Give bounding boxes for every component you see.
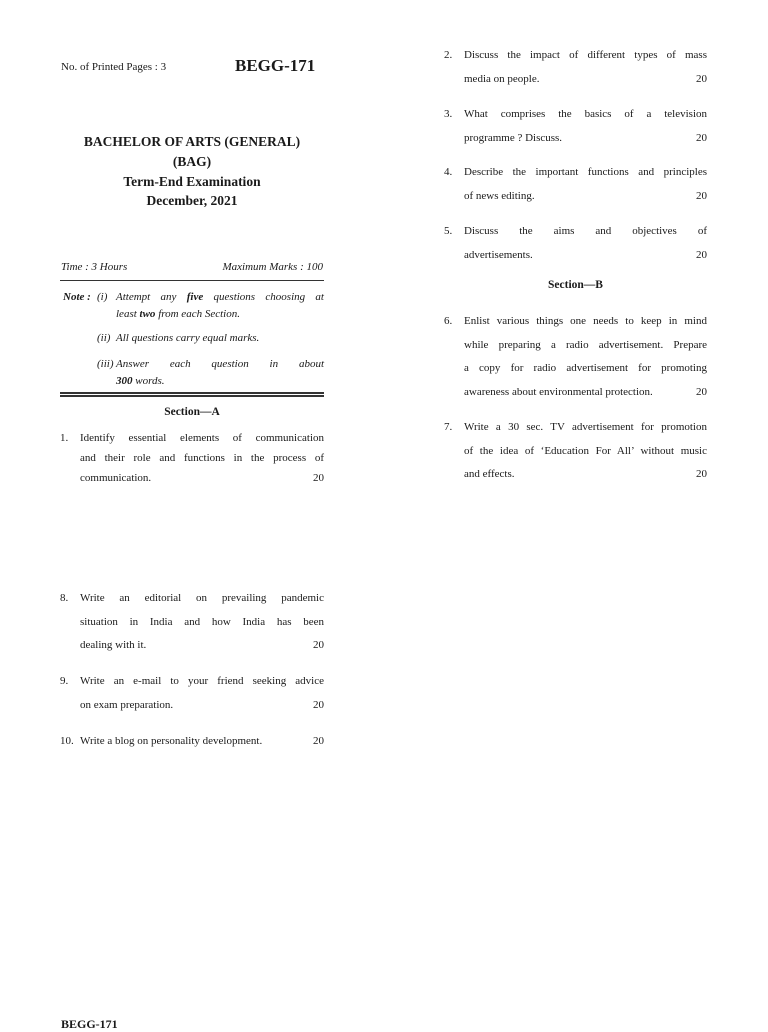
exam-date: December, 2021 xyxy=(146,193,238,208)
question-number: 1. xyxy=(60,432,69,444)
question-text-line: dealing with it. xyxy=(80,639,147,651)
question-text-line: awareness about environmental protection. xyxy=(464,385,653,398)
question-marks: 20 xyxy=(696,248,707,261)
question-text-line: programme ? Discuss. xyxy=(464,131,563,144)
exam-name: Term-End Examination xyxy=(123,174,261,189)
question-text-line: of news editing. xyxy=(464,189,535,202)
note-label: Note : xyxy=(63,291,91,303)
note-i-num: (i) xyxy=(97,291,108,303)
question-number: 4. xyxy=(444,166,453,178)
question-marks: 20 xyxy=(696,189,707,202)
note-iii-line1: Answer each question in about xyxy=(116,358,324,370)
question-text-line: while preparing a radio advertisement. Prepare xyxy=(464,338,707,351)
note-ii-num: (ii) xyxy=(97,332,111,344)
double-rule-top xyxy=(60,392,324,394)
question-text-line: media on people. xyxy=(464,72,540,85)
question-number: 6. xyxy=(444,315,453,327)
question-text-line: and effects. xyxy=(464,468,515,480)
question-text-line: communication. xyxy=(80,472,152,484)
question-text-line: and their role and functions in the process of xyxy=(80,452,324,464)
instructions-note xyxy=(61,289,324,323)
double-rule-bottom xyxy=(60,395,324,397)
question-marks: 20 xyxy=(313,472,324,484)
question-number: 2. xyxy=(444,49,453,61)
question-text-line: Discuss the impact of different types of mass xyxy=(464,49,707,61)
programme-abbrev: (BAG) xyxy=(172,154,212,169)
question-text-line: a copy for radio advertisement for promoting xyxy=(464,362,707,374)
note-i-line1: Attempt any five questions choosing at xyxy=(116,291,324,303)
question-marks: 20 xyxy=(696,131,707,144)
note-iii-line2: 300 words. xyxy=(116,375,165,387)
question-text-line: Identify essential elements of communication xyxy=(80,432,324,444)
question-text-line: advertisements. xyxy=(464,248,533,261)
question-text-line: Enlist various things one needs to keep in mind xyxy=(464,315,707,327)
question-text-line: situation in India and how India has been xyxy=(80,615,324,628)
printed-pages-count: No. of Printed Pages : 3 xyxy=(61,61,167,73)
question-marks: 20 xyxy=(313,639,324,651)
note-i-line2: least two from each Section. xyxy=(116,308,240,320)
question-1 xyxy=(60,428,324,490)
exam-max-marks: Maximum Marks : 100 xyxy=(222,261,323,273)
question-text-line: Write a 30 sec. TV advertisement for promotion xyxy=(464,421,707,433)
question-marks: 20 xyxy=(696,385,707,398)
question-number: 3. xyxy=(444,108,453,120)
question-marks: 20 xyxy=(313,698,324,711)
question-text-line: of the idea of ‘Education For All’ without music xyxy=(464,444,707,457)
question-text-line: Discuss the aims and objectives of xyxy=(464,225,707,237)
note-iii-num: (iii) xyxy=(97,358,114,370)
question-text-line: What comprises the basics of a television xyxy=(464,108,707,120)
divider-line xyxy=(60,280,324,281)
footer-course-code: BEGG-171 xyxy=(61,1017,118,1031)
question-text-line: Write a blog on personality development. xyxy=(80,735,263,747)
question-number: 9. xyxy=(60,675,69,687)
question-marks: 20 xyxy=(696,72,707,85)
section-b-heading: Section—B xyxy=(548,279,603,291)
question-text-line: on exam preparation. xyxy=(80,698,174,711)
course-code: BEGG-171 xyxy=(235,56,316,75)
question-text-line: Write an editorial on prevailing pandemic xyxy=(80,592,324,604)
question-marks: 20 xyxy=(696,468,707,480)
section-a-heading: Section—A xyxy=(164,406,220,418)
question-number: 7. xyxy=(444,421,453,433)
programme-title: BACHELOR OF ARTS (GENERAL) xyxy=(83,134,301,149)
question-number: 8. xyxy=(60,592,69,604)
question-number: 5. xyxy=(444,225,453,237)
question-number: 10. xyxy=(60,735,74,747)
question-marks: 20 xyxy=(313,735,324,747)
question-text-line: Write an e-mail to your friend seeking advice xyxy=(80,675,324,687)
question-text-line: Describe the important functions and principles xyxy=(464,166,707,178)
note-ii-text: All questions carry equal marks. xyxy=(116,332,260,344)
exam-time: Time : 3 Hours xyxy=(61,261,128,273)
